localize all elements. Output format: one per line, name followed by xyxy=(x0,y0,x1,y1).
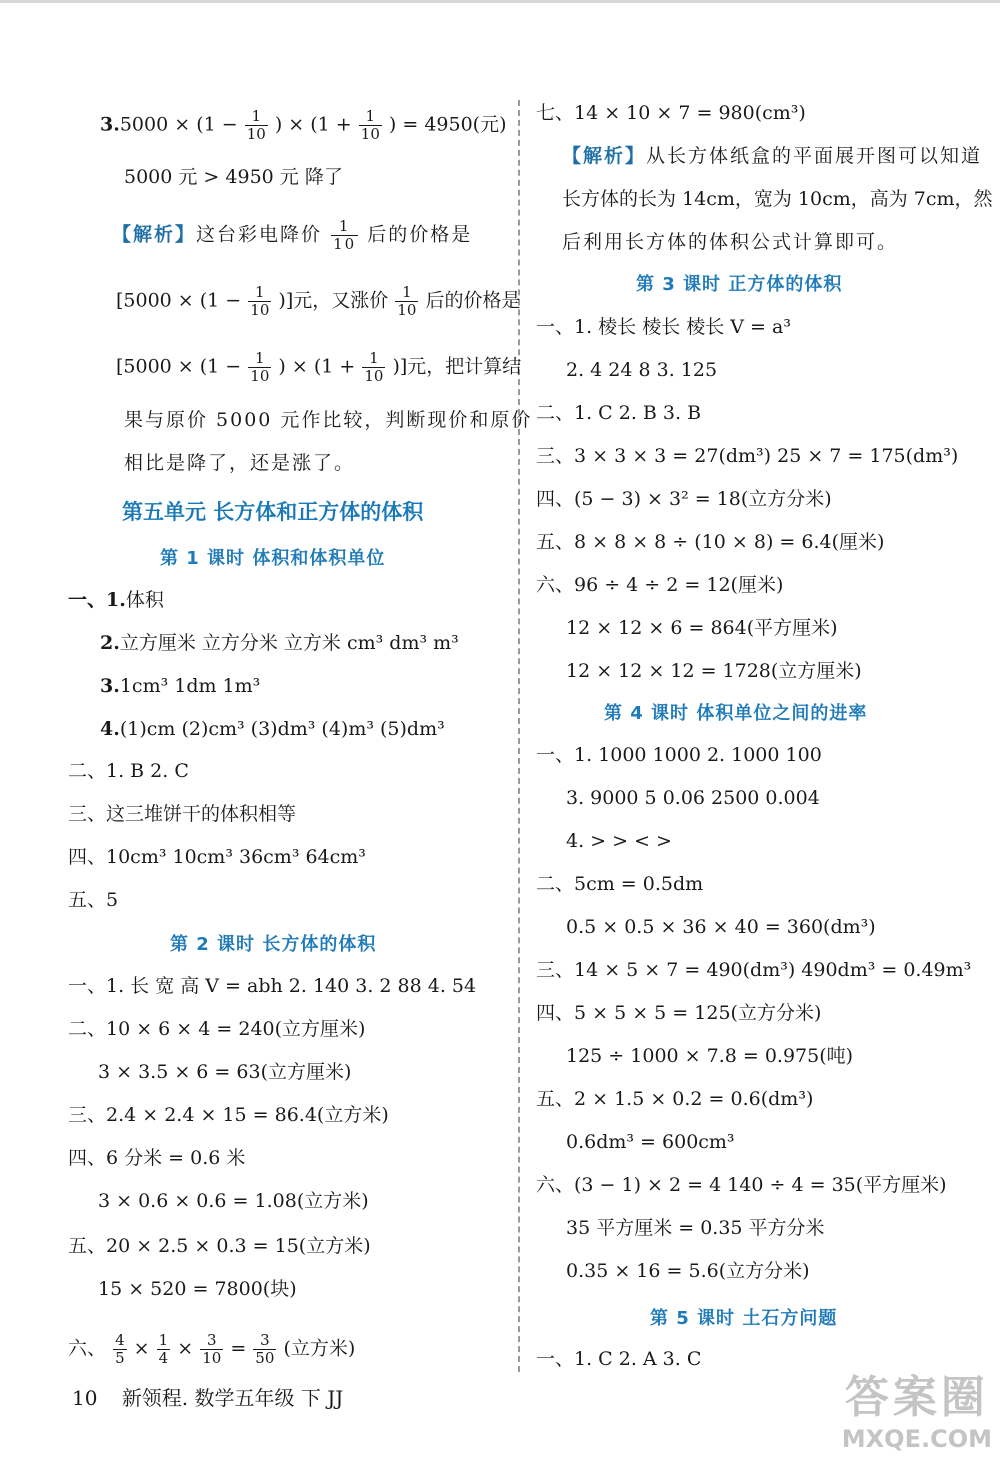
answer-line: 一、1. 长 宽 高 V = abh 2. 140 3. 2 88 4. 54 xyxy=(68,975,477,997)
analysis-line-1: 【解析】这台彩电降价 $\frac{1}{10}$ 后的价格是 xyxy=(112,217,473,253)
unit-title: 第五单元 长方体和正方体的体积 xyxy=(122,500,424,524)
analysis-line-2: [5000 × (1 − $\frac{1}{10}$ )]元，又涨价 $\frac{1}{10}$ 后的价格是 xyxy=(116,283,521,319)
fraction: $\frac{1}{10}$ xyxy=(333,217,357,253)
answer-line: 35 平方厘米 = 0.35 平方分米 xyxy=(566,1217,825,1239)
answer-line: 12 × 12 × 6 = 864(平方厘米) xyxy=(566,617,838,639)
answer-line: 一、1. 1000 1000 2. 1000 100 xyxy=(536,744,822,766)
answer-line: 4.(1)cm (2)cm³ (3)dm³ (4)m³ (5)dm³ xyxy=(100,718,445,740)
analysis-tag: 【解析】 xyxy=(112,223,197,246)
fraction: $\frac{1}{10}$ xyxy=(360,107,380,143)
analysis-tag: 【解析】 xyxy=(562,145,647,167)
watermark-logo: 答案圈 MXQE.COM xyxy=(841,1372,992,1453)
answer-line: 2.立方厘米 立方分米 立方米 cm³ dm³ m³ xyxy=(100,632,459,654)
lesson-title: 第 5 课时 土石方问题 xyxy=(650,1308,838,1329)
fraction: $\frac{1}{10}$ xyxy=(364,349,384,385)
lesson-title: 第 3 课时 正方体的体积 xyxy=(636,274,843,295)
answer-line: 3. 9000 5 0.06 2500 0.004 xyxy=(566,787,820,809)
lesson-title: 第 2 课时 长方体的体积 xyxy=(170,934,377,955)
analysis-line-4: 果与原价 5000 元作比较，判断现价和原价 xyxy=(124,409,533,431)
answer-line: 四、10cm³ 10cm³ 36cm³ 64cm³ xyxy=(68,846,366,868)
answer-line: 五、8 × 8 × 8 ÷ (10 × 8) = 6.4(厘米) xyxy=(536,531,885,553)
fraction: $\frac{4}{5}$ xyxy=(115,1331,125,1367)
answer-line: 三、这三堆饼干的体积相等 xyxy=(68,803,297,825)
analysis-line-3: 后利用长方体的体积公式计算即可。 xyxy=(562,231,899,253)
answer-line: 三、2.4 × 2.4 × 15 = 86.4(立方米) xyxy=(68,1104,389,1126)
answer-line: 四、(5 − 3) × 3² = 18(立方分米) xyxy=(536,488,832,510)
answer-line: 五、20 × 2.5 × 0.3 = 15(立方米) xyxy=(68,1235,371,1257)
answer-line: 七、14 × 10 × 7 = 980(cm³) xyxy=(536,102,806,124)
answer-line: 六、96 ÷ 4 ÷ 2 = 12(厘米) xyxy=(536,574,784,596)
answer-line: 0.6dm³ = 600cm³ xyxy=(566,1131,735,1153)
analysis-line-3: [5000 × (1 − $\frac{1}{10}$ ) × (1 + $\frac{1}{10}$ )]元，把计算结 xyxy=(116,349,522,385)
answer-line: 2. 4 24 8 3. 125 xyxy=(566,359,718,381)
answer-line: 二、10 × 6 × 4 = 240(立方厘米) xyxy=(68,1018,366,1040)
answer-line: 二、1. B 2. C xyxy=(68,760,189,782)
lesson-title: 第 4 课时 体积单位之间的进率 xyxy=(604,703,868,724)
analysis-line-2: 长方体的长为 14cm，宽为 10cm，高为 7cm，然 xyxy=(562,188,993,210)
fraction: $\frac{1}{10}$ xyxy=(250,349,270,385)
q3-equation: 3.5000 × (1 − $\frac{1}{10}$ ) × (1 + $\frac{1}{10}$ ) = 4950(元) xyxy=(100,107,507,143)
answer-line: 二、1. C 2. B 3. B xyxy=(536,402,702,424)
answer-line: 五、2 × 1.5 × 0.2 = 0.6(dm³) xyxy=(536,1088,814,1110)
analysis-line-5: 相比是降了，还是涨了。 xyxy=(124,452,356,474)
analysis-line-1: 【解析】从长方体纸盒的平面展开图可以知道 xyxy=(562,145,983,167)
lesson-title: 第 1 课时 体积和体积单位 xyxy=(160,548,386,569)
answer-line: 三、3 × 3 × 3 = 27(dm³) 25 × 7 = 175(dm³) xyxy=(536,445,959,467)
q3-compare: 5000 元 > 4950 元 降了 xyxy=(124,166,343,188)
fraction: $\frac{1}{10}$ xyxy=(397,283,417,319)
answer-line: 3.1cm³ 1dm 1m³ xyxy=(100,675,261,697)
fraction: $\frac{1}{10}$ xyxy=(250,283,270,319)
fraction: $\frac{1}{10}$ xyxy=(246,107,266,143)
page-number: 10 xyxy=(72,1386,98,1410)
answer-line: 一、1. C 2. A 3. C xyxy=(536,1348,702,1370)
page-footer xyxy=(72,1382,343,1411)
answer-line: 一、1.体积 xyxy=(68,589,164,611)
answer-line: 3 × 0.6 × 0.6 = 1.08(立方米) xyxy=(98,1190,369,1212)
answer-line-fractions: 六、 $\frac{4}{5}$ × $\frac{1}{4}$ × $\frac{3}{10}$ = $\frac{3}{50}$ (立方米) xyxy=(68,1331,356,1367)
answer-line: 二、5cm = 0.5dm xyxy=(536,873,704,895)
answer-line: 四、6 分米 = 0.6 米 xyxy=(68,1147,246,1169)
answer-line: 四、5 × 5 × 5 = 125(立方分米) xyxy=(536,1002,822,1024)
top-rule xyxy=(0,0,1000,3)
answer-line: 五、5 xyxy=(68,889,119,911)
answer-line: 15 × 520 = 7800(块) xyxy=(98,1278,297,1300)
answer-line: 一、1. 棱长 棱长 棱长 V = a³ xyxy=(536,316,791,338)
answer-line: 3 × 3.5 × 6 = 63(立方厘米) xyxy=(98,1061,352,1083)
answer-line: 0.5 × 0.5 × 36 × 40 = 360(dm³) xyxy=(566,916,876,938)
fraction: $\frac{3}{50}$ xyxy=(255,1331,275,1367)
answer-line: 12 × 12 × 12 = 1728(立方厘米) xyxy=(566,660,862,682)
answer-line: 125 ÷ 1000 × 7.8 = 0.975(吨) xyxy=(566,1045,854,1067)
fraction: $\frac{3}{10}$ xyxy=(202,1331,222,1367)
answer-line: 三、14 × 5 × 7 = 490(dm³) 490dm³ = 0.49m³ xyxy=(536,959,972,981)
book-title: 新领程. 数学五年级 下 JJ xyxy=(121,1386,344,1410)
answer-line: 0.35 × 16 = 5.6(立方分米) xyxy=(566,1260,810,1282)
answer-line: 六、(3 − 1) × 2 = 4 140 ÷ 4 = 35(平方厘米) xyxy=(536,1174,947,1196)
fraction: $\frac{1}{4}$ xyxy=(158,1331,169,1367)
answer-line: 4. > > < > xyxy=(566,830,672,852)
